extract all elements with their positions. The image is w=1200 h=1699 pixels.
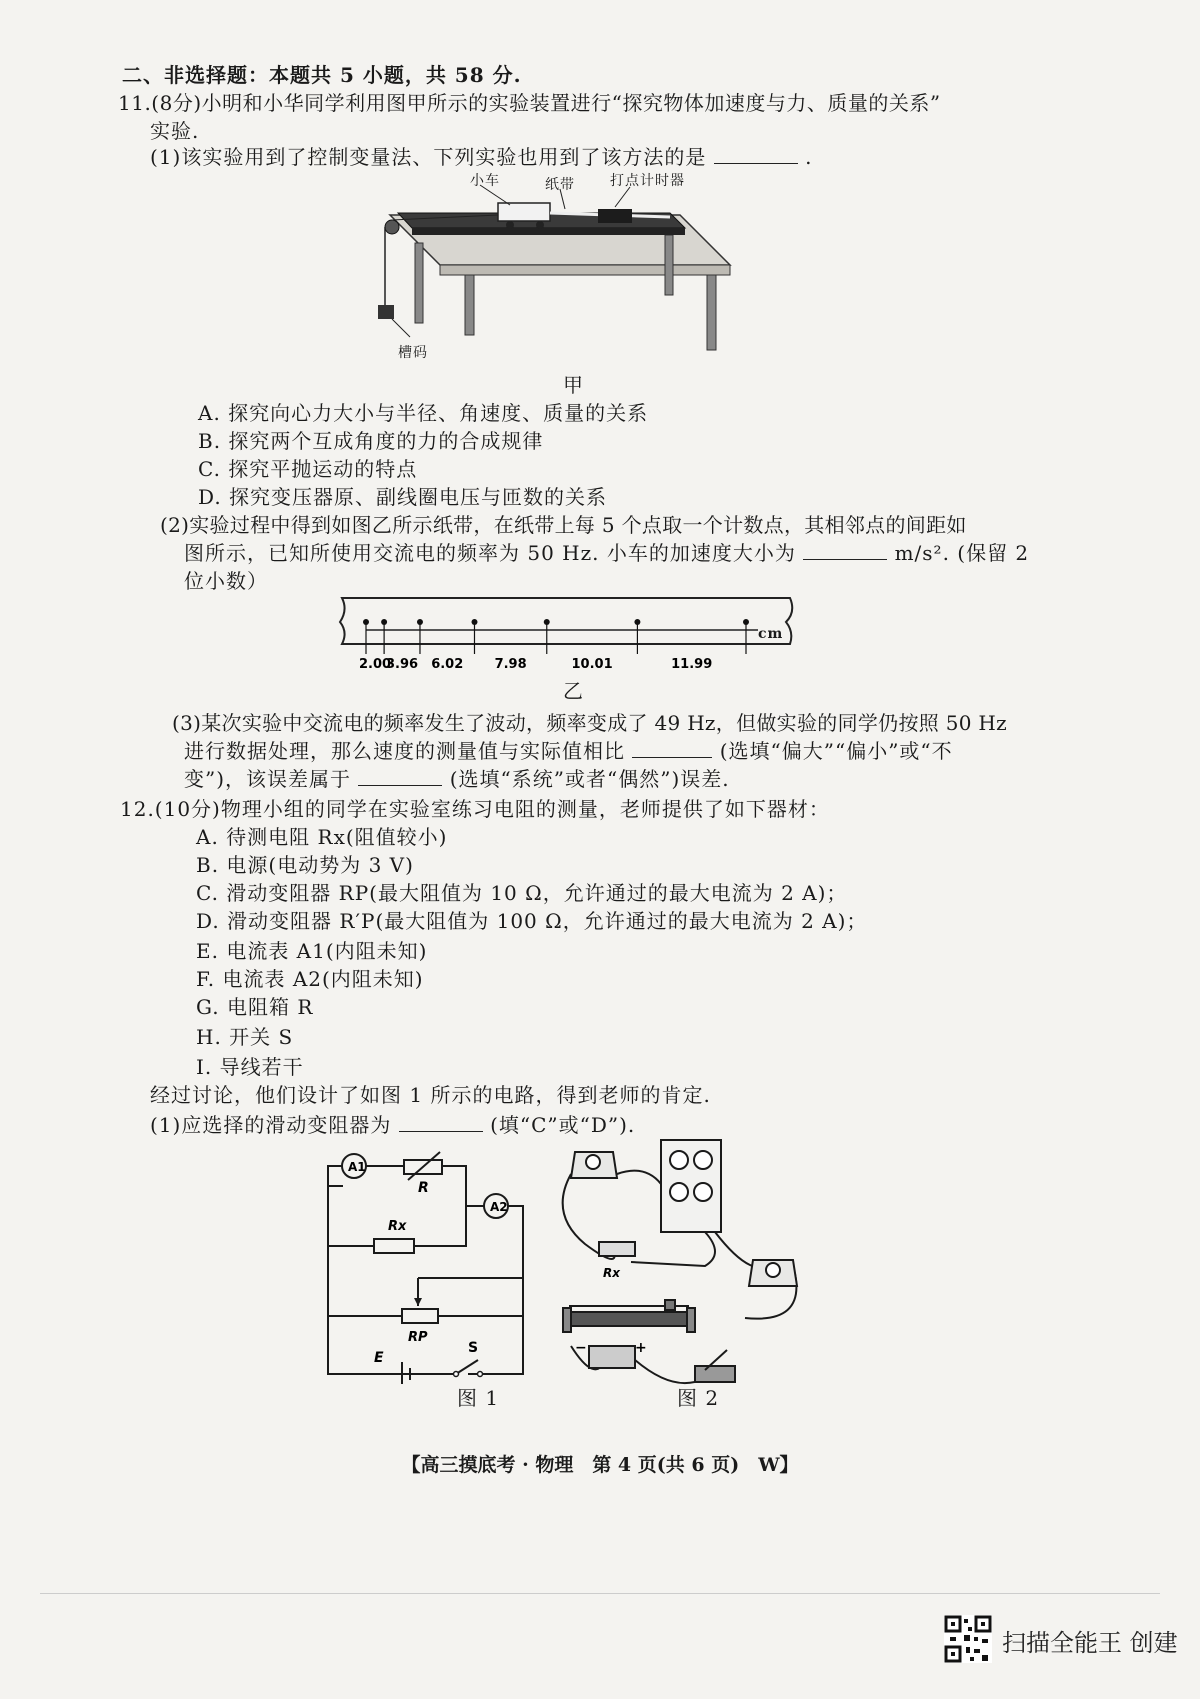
scanner-watermark: 扫描全能王 创建: [1002, 1629, 1178, 1657]
circuit-label-rp: RP: [408, 1330, 428, 1345]
fig-label-tape: 纸带: [545, 177, 575, 193]
q11-part3-choices-2: (选填“系统”或者“偶然”)误差.: [449, 767, 730, 791]
q12-discussion: 经过讨论，他们设计了如图 1 所示的电路，得到老师的肯定.: [150, 1083, 711, 1107]
fig2-label-plus: +: [635, 1340, 647, 1356]
fig-yi-tape: [338, 592, 800, 678]
q12-item-h: H. 开关 S: [196, 1025, 294, 1049]
tape-distance-label: 7.98: [494, 657, 527, 672]
q11-part1-text: (1)该实验用到了控制变量法、下列实验也用到了该方法的是: [150, 145, 707, 169]
q12-part1-answer-blank[interactable]: [399, 1113, 483, 1132]
q11-part3-line2: [184, 738, 953, 764]
circuit-label-a2: A2: [490, 1200, 508, 1214]
q11-part3-answer-blank-1[interactable]: [632, 739, 712, 758]
q11-part2-line2: [184, 540, 1029, 566]
page-footer: 【高三摸底考 · 物理 第 4 页(共 6 页) W】: [401, 1454, 799, 1476]
q11-part3-line1: (3)某次实验中交流电的频率发生了波动，频率变成了 49 Hz，但做实验的同学仍按照 50 Hz: [172, 711, 1008, 735]
circuit-label-s: S: [468, 1340, 479, 1356]
fig-label-weight: 槽码: [398, 345, 428, 361]
tape-distance-label: 10.01: [571, 657, 613, 672]
q12-item-f: F. 电流表 A2(内阻未知): [196, 967, 424, 991]
fig2-label-rx: Rx: [603, 1266, 620, 1280]
q11-part1-end: .: [805, 145, 813, 169]
fig-label-timer: 打点计时器: [610, 173, 685, 189]
q11-part2-unit: m/s². (保留 2: [894, 541, 1030, 565]
q11-part3-answer-blank-2[interactable]: [358, 767, 442, 786]
q11-part2-line3: 位小数）: [184, 569, 268, 593]
q11-part3-text: 进行数据处理，那么速度的测量值与实际值相比: [184, 739, 625, 763]
q12-part1-text: (1)应选择的滑动变阻器为: [150, 1113, 392, 1137]
q11-part2-text: 图所示，已知所使用交流电的频率为 50 Hz. 小车的加速度大小为: [184, 541, 796, 565]
q12-item-d: D. 滑动变阻器 R′P(最大阻值为 100 Ω，允许通过的最大电流为 2 A)；: [196, 909, 868, 933]
tape-distance-label: 2.00: [359, 657, 392, 672]
fig2-caption: 图 2: [677, 1386, 720, 1410]
q12-item-a: A. 待测电阻 Rx(阻值较小): [196, 825, 448, 849]
tape-unit-label: cm: [758, 626, 784, 642]
q11-part1-answer-blank[interactable]: [714, 145, 798, 164]
q12-item-e: E. 电流表 A1(内阻未知): [196, 939, 428, 963]
qr-code-icon: [944, 1615, 992, 1663]
q12-item-g: G. 电阻箱 R: [196, 995, 314, 1019]
q11-part3-choices: (选填“偏大”“偏小”或“不: [719, 739, 953, 763]
tape-distance-label: 6.02: [431, 657, 464, 672]
q11-part2-line1: (2)实验过程中得到如图乙所示纸带，在纸带上每 5 个点取一个计数点，其相邻点的间距如: [160, 513, 967, 537]
q11-stem-line2: 实验.: [150, 119, 200, 143]
q11-option-a: A. 探究向心力大小与半径、角速度、质量的关系: [198, 401, 649, 425]
circuit-label-r: R: [418, 1180, 429, 1196]
q11-part3-line3: [184, 766, 730, 792]
page-edge-line: [40, 1593, 1160, 1594]
tape-dimensions: [359, 657, 712, 672]
q11-option-c: C. 探究平抛运动的特点: [198, 457, 418, 481]
tape-distance-label: 3.96: [386, 657, 419, 672]
q11-option-b: B. 探究两个互成角度的力的合成规律: [198, 429, 544, 453]
q11-part3-text-2: 变”)，该误差属于: [184, 767, 352, 791]
circuit-label-rx: Rx: [388, 1219, 407, 1234]
fig1-circuit: [318, 1148, 538, 1384]
circuit-label-a1: A1: [348, 1160, 366, 1174]
fig2-label-minus: −: [575, 1340, 587, 1356]
fig-label-cart: 小车: [470, 173, 500, 189]
fig2-physical-circuit: [555, 1134, 815, 1402]
q11-option-d: D. 探究变压器原、副线圈电压与匝数的关系: [198, 485, 608, 509]
tape-points: [363, 619, 749, 654]
q12-stem: 12.(10分)物理小组的同学在实验室练习电阻的测量，老师提供了如下器材：: [120, 797, 830, 821]
q12-item-b: B. 电源(电动势为 3 V): [196, 853, 414, 877]
q11-stem-line1: 11.(8分)小明和小华同学利用图甲所示的实验装置进行“探究物体加速度与力、质量的关系”: [118, 91, 941, 115]
fig-jia-caption: 甲: [563, 373, 584, 397]
fig-yi-caption: 乙: [563, 679, 584, 703]
circuit-label-e: E: [374, 1350, 384, 1366]
section-header: 二、非选择题：本题共 5 小题，共 58 分.: [122, 63, 522, 87]
q12-part1-choices: (填“C”或“D”).: [490, 1113, 636, 1137]
q11-part2-answer-blank[interactable]: [803, 541, 887, 560]
q12-item-i: I. 导线若干: [196, 1055, 304, 1079]
tape-distance-label: 11.99: [671, 657, 713, 672]
q12-item-c: C. 滑动变阻器 RP(最大阻值为 10 Ω，允许通过的最大电流为 2 A)；: [196, 881, 848, 905]
fig1-caption: 图 1: [457, 1386, 500, 1410]
